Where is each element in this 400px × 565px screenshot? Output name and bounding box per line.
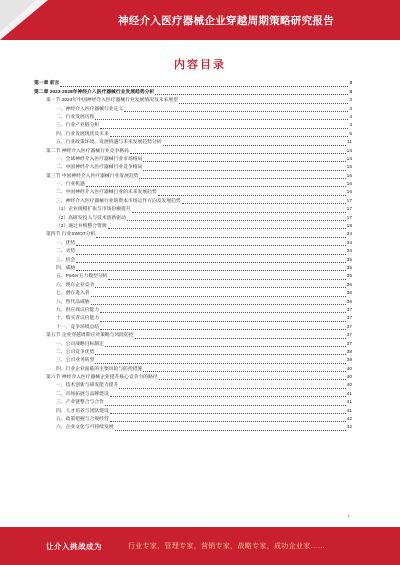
toc-entry-label: 一、公司战略目标制定: [56, 341, 104, 347]
toc-entry-page: 35: [346, 274, 352, 280]
toc-entry-page: 41: [346, 408, 352, 414]
toc-entry-label: 第三节 中国神经介入医疗器械行业发展趋势: [46, 173, 139, 179]
toc-entry-label: 十一、竞争环境总结: [56, 324, 100, 330]
toc-dot-leader: [105, 346, 346, 347]
toc-dot-leader: [163, 145, 346, 146]
toc-entry-label: 第四节 行业SWOT分析: [46, 232, 96, 238]
toc-entry[interactable]: [34, 122, 352, 130]
toc-entry-page: 39: [346, 358, 352, 364]
toc-entry-page: 37: [346, 324, 352, 330]
toc-entry-page: 41: [346, 400, 352, 406]
toc-entry-page: 36: [346, 291, 352, 297]
toc-entry-page: 3: [349, 89, 352, 95]
toc-dot-leader: [105, 405, 346, 406]
toc-entry-label: 一、优势: [56, 240, 76, 246]
toc-entry-label: 五、Porter五力模型分析: [56, 274, 108, 280]
toc-entry[interactable]: [34, 189, 352, 197]
toc-dot-leader: [95, 287, 345, 288]
toc-entry[interactable]: [34, 290, 352, 298]
toc-entry-label: 一、技术创新与研发能力提升: [56, 383, 119, 389]
report-header-banner: [0, 0, 400, 40]
toc-dot-leader: [110, 396, 346, 397]
toc-dot-leader: [110, 136, 349, 137]
toc-dot-leader: [110, 421, 346, 422]
toc-entry-page: 34: [346, 249, 352, 255]
toc-entry-label: 五、行业政策环境、发展机遇与未来发展趋势分析: [56, 140, 162, 146]
toc-entry-label: 第六节 神经介入医疗器械企业提升核心竞争力的路径: [46, 375, 158, 381]
toc-dot-leader: [143, 161, 345, 162]
toc-entry-page: 18: [346, 224, 352, 230]
toc-entry[interactable]: [34, 298, 352, 306]
toc-entry[interactable]: [34, 130, 352, 138]
toc-dot-leader: [143, 170, 345, 171]
toc-dot-leader: [159, 379, 346, 380]
toc-entry-label: 五、政策把握与合规经营: [56, 417, 109, 423]
toc-entry-page: 15: [346, 165, 352, 171]
toc-entry[interactable]: [34, 256, 352, 264]
toc-entry[interactable]: [34, 399, 352, 407]
toc-dot-leader: [143, 371, 345, 372]
toc-entry-page: 37: [346, 307, 352, 313]
page-number: 1: [347, 513, 350, 518]
toc-entry-label: 四、威胁: [56, 265, 76, 271]
toc-entry-label: 二、劣势: [56, 249, 76, 255]
toc-dot-leader: [60, 86, 348, 87]
toc-entry-page: 37: [346, 333, 352, 339]
toc-entry-label: 三、机会: [56, 257, 76, 263]
toc-dot-leader: [132, 212, 346, 213]
toc-entry-page: 4: [349, 123, 352, 129]
toc-entry[interactable]: [34, 181, 352, 189]
toc-entry[interactable]: [34, 382, 352, 390]
toc-entry[interactable]: [34, 147, 352, 155]
toc-dot-leader: [100, 312, 345, 313]
toc-entry-label: 第一节 2023年中国神经介入医疗器械行业发展情况及未来展望: [46, 98, 178, 104]
toc-heading: 内容目录: [174, 59, 226, 71]
toc-entry[interactable]: [34, 365, 352, 373]
toc-entry[interactable]: [34, 416, 352, 424]
toc-entry-page: 17: [346, 198, 352, 204]
toc-dot-leader: [95, 363, 345, 364]
toc-dot-leader: [100, 128, 348, 129]
toc-dot-leader: [135, 338, 346, 339]
toc-entry-label: 四、行业企业面临的主要风险与防控措施: [56, 366, 143, 372]
report-title: 神经介入医疗器械企业穿越周期策略研究报告: [118, 14, 334, 27]
toc-entry-page: 14: [346, 156, 352, 162]
toc-entry[interactable]: [34, 197, 352, 205]
toc-entry-label: 七、潜在进入者: [56, 291, 90, 297]
toc-dot-leader: [130, 153, 346, 154]
toc-entry-label: 一、行业机遇: [56, 182, 85, 188]
toc-entry[interactable]: [34, 332, 352, 340]
toc-entry[interactable]: [34, 407, 352, 415]
toc-entry[interactable]: [34, 349, 352, 357]
toc-entry-page: 37: [346, 316, 352, 322]
toc-dot-leader: [158, 195, 346, 196]
toc-entry-label: 第一章 前言: [34, 81, 60, 87]
toc-entry[interactable]: [34, 281, 352, 289]
toc-entry-label: 三、公司业务转型: [56, 358, 95, 364]
toc-entry-label: 三、产业链整合与合作: [56, 400, 104, 406]
toc-dot-leader: [95, 354, 345, 355]
toc-entry-page: 36: [346, 299, 352, 305]
toc-entry-label: 九、供应商议价能力: [56, 307, 100, 313]
toc-entry-label: 二、公司竞争优势: [56, 349, 95, 355]
toc-dot-leader: [124, 111, 348, 112]
toc-dot-leader: [96, 237, 345, 238]
toc-entry-page: 3: [349, 106, 352, 112]
toc-entry-page: 42: [346, 417, 352, 423]
toc-entry-label: 六、企业文化与可持续发展: [56, 425, 114, 431]
toc-entry-page: 34: [346, 232, 352, 238]
toc-dot-leader: [127, 220, 346, 221]
toc-entry[interactable]: [34, 265, 352, 273]
toc-entry[interactable]: [34, 390, 352, 398]
toc-dot-leader: [76, 254, 345, 255]
toc-entry[interactable]: [34, 139, 352, 147]
toc-entry-page: 4: [349, 114, 352, 120]
toc-entry[interactable]: [34, 307, 352, 315]
toc-entry-label: 二、中国神经介入医疗器械行业竞争格局: [56, 165, 143, 171]
toc-entry[interactable]: [34, 105, 352, 113]
footer-tagline: 行业专家，管理专家，营销专家，战略专家，成功企业家……: [128, 543, 326, 550]
footer-slogan: 让介入挑战成为: [46, 541, 102, 551]
toc-entry-page: 41: [346, 391, 352, 397]
toc-entry-page: 16: [346, 190, 352, 196]
toc-entry[interactable]: [34, 357, 352, 365]
toc-entry[interactable]: [34, 172, 352, 180]
toc-entry-page: 17: [346, 215, 352, 221]
toc-entry[interactable]: [34, 239, 352, 247]
toc-dot-leader: [86, 186, 346, 187]
toc-entry[interactable]: [34, 315, 352, 323]
toc-entry-label: 第二章 2023-2028年神经介入医疗器械行业发展趋势分析: [34, 89, 155, 95]
toc-entry[interactable]: [34, 156, 352, 164]
toc-entry-page: 40: [346, 383, 352, 389]
toc-entry[interactable]: [34, 273, 352, 281]
toc-entry-label: （2）高研发投入与技术创新驱动: [56, 215, 126, 221]
toc-entry-page: 16: [346, 173, 352, 179]
toc-entry-label: 三、神经介入医疗器械行业的资本市场运作方向及发展趋势: [56, 198, 181, 204]
toc-entry[interactable]: [34, 214, 352, 222]
toc-entry[interactable]: [34, 340, 352, 348]
toc-entry[interactable]: [34, 164, 352, 172]
table-of-contents: [34, 80, 352, 432]
toc-entry-page: 34: [346, 240, 352, 246]
toc-entry-label: 二、行业发展历程: [56, 114, 95, 120]
toc-entry-page: 3: [349, 98, 352, 104]
toc-entry-label: （1）企业规模扩张与市场份额提升: [56, 207, 131, 213]
toc-entry-label: 十、购买者议价能力: [56, 316, 100, 322]
toc-dot-leader: [119, 388, 345, 389]
toc-entry-page: 36: [346, 282, 352, 288]
toc-dot-leader: [155, 94, 348, 95]
toc-dot-leader: [115, 430, 346, 431]
toc-entry-label: 第五节 企业穿越周期应对策略与风险防控: [46, 333, 134, 339]
toc-entry-page: 14: [346, 148, 352, 154]
toc-entry[interactable]: [34, 424, 352, 432]
toc-entry-label: 一、全球神经介入医疗器械行业市场格局: [56, 156, 143, 162]
toc-entry-page: 37: [346, 341, 352, 347]
toc-entry-label: （3）通过并购整合资源: [56, 224, 107, 230]
header-corner-decoration-inner: [0, 0, 36, 32]
toc-entry-page: 5: [349, 131, 352, 137]
toc-entry-page: 38: [346, 349, 352, 355]
toc-entry-label: 一、神经介入医疗器械行业定义: [56, 106, 124, 112]
toc-entry-page: 17: [346, 207, 352, 213]
toc-entry-page: 40: [346, 375, 352, 381]
toc-entry-label: 二、市场拓展与品牌建设: [56, 391, 109, 397]
toc-dot-leader: [182, 203, 346, 204]
toc-dot-leader: [100, 321, 345, 322]
toc-entry-label: 三、行业产业链分析: [56, 123, 100, 129]
toc-dot-leader: [179, 103, 348, 104]
toc-entry-label: 四、人才培养与团队建设: [56, 408, 109, 414]
toc-entry-label: 六、现有企业竞争: [56, 282, 95, 288]
toc-entry-label: 八、替代品威胁: [56, 299, 90, 305]
toc-dot-leader: [76, 262, 345, 263]
toc-entry-page: 42: [346, 425, 352, 431]
toc-entry[interactable]: [34, 97, 352, 105]
toc-entry[interactable]: [34, 114, 352, 122]
toc-entry[interactable]: [34, 323, 352, 331]
report-footer-banner: [0, 527, 400, 565]
toc-entry-label: 四、行业发展现状及未来: [56, 131, 109, 137]
toc-entry-page: 11: [347, 140, 352, 146]
toc-dot-leader: [108, 228, 346, 229]
toc-dot-leader: [108, 279, 345, 280]
toc-entry-page: 35: [346, 265, 352, 271]
toc-dot-leader: [100, 329, 345, 330]
toc-entry-label: 二、中国神经介入医疗器械行业的未来发展趋势: [56, 190, 157, 196]
toc-dot-leader: [95, 119, 348, 120]
toc-dot-leader: [76, 245, 345, 246]
toc-entry[interactable]: [34, 88, 352, 96]
toc-entry-page: 16: [346, 182, 352, 188]
toc-entry-page: 40: [346, 366, 352, 372]
toc-dot-leader: [139, 178, 345, 179]
toc-entry-label: 第二节 神经介入医疗器械行业竞争格局: [46, 148, 129, 154]
toc-entry[interactable]: [34, 374, 352, 382]
toc-entry[interactable]: [34, 80, 352, 88]
toc-dot-leader: [91, 296, 346, 297]
toc-entry[interactable]: [34, 206, 352, 214]
toc-entry[interactable]: [34, 231, 352, 239]
toc-entry[interactable]: [34, 248, 352, 256]
toc-dot-leader: [91, 304, 346, 305]
toc-dot-leader: [110, 413, 346, 414]
toc-entry-page: 35: [346, 257, 352, 263]
toc-dot-leader: [76, 270, 345, 271]
toc-entry-page: 3: [349, 81, 352, 87]
toc-entry[interactable]: [34, 223, 352, 231]
